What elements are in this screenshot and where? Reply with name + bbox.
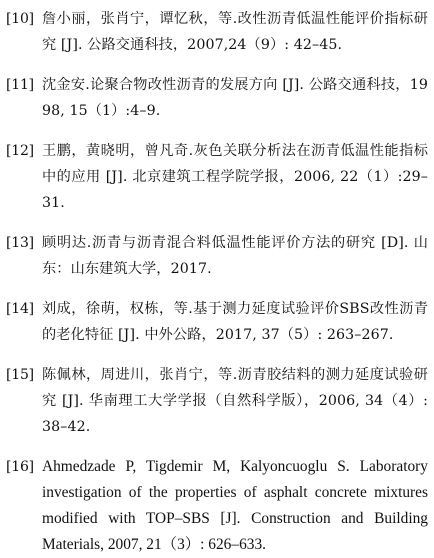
reference-number: [11] [6, 77, 34, 93]
reference-text: Ahmedzade P, Tigdemir M, Kalyoncuoglu S. Laboratory investigation of the properties of asphalt concrete mixtures modified with TOP–SBS [J]. Construction and Building Materials, 2007, 21（3）: 626–633. [42, 458, 428, 553]
reference-number: [10] [6, 11, 34, 27]
reference-item-12 [6, 138, 428, 216]
reference-number: [12] [6, 143, 34, 159]
reference-text: 顾明达.沥青与沥青混合料低温性能评价方法的研究 [D]. 山东：山东建筑大学，2017. [42, 235, 428, 277]
reference-item-14 [6, 296, 428, 348]
reference-list [6, 6, 428, 558]
reference-number: [13] [6, 235, 34, 251]
reference-item-13 [6, 230, 428, 282]
reference-item-11 [6, 72, 428, 124]
reference-item-16 [6, 454, 428, 558]
reference-item-10 [6, 6, 428, 58]
reference-text: 詹小丽，张肖宁，谭忆秋，等.改性沥青低温性能评价指标研究 [J]. 公路交通科技，2007,24（9）: 42–45. [42, 11, 428, 53]
reference-number: [16] [6, 459, 34, 475]
reference-text: 王鹏，黄晓明，曾凡奇.灰色关联分析法在沥青低温性能指标中的应用 [J]. 北京建筑工程学院学报，2006, 22（1）:29–31. [42, 143, 428, 211]
reference-text: 沈金安.论聚合物改性沥青的发展方向 [J]. 公路交通科技，1998, 15（1）:4–9. [42, 77, 428, 119]
reference-text: 陈佩林，周进川，张肖宁，等.沥青胶结料的测力延度试验研究 [J]. 华南理工大学学报（自然科学版），2006, 34（4）: 38–42. [42, 367, 428, 435]
reference-number: [15] [6, 367, 34, 383]
reference-number: [14] [6, 301, 34, 317]
reference-text: 刘成，徐萌，权栋，等.基于测力延度试验评价SBS改性沥青的老化特征 [J]. 中外公路，2017, 37（5）: 263–267. [42, 301, 428, 343]
reference-item-15 [6, 362, 428, 440]
